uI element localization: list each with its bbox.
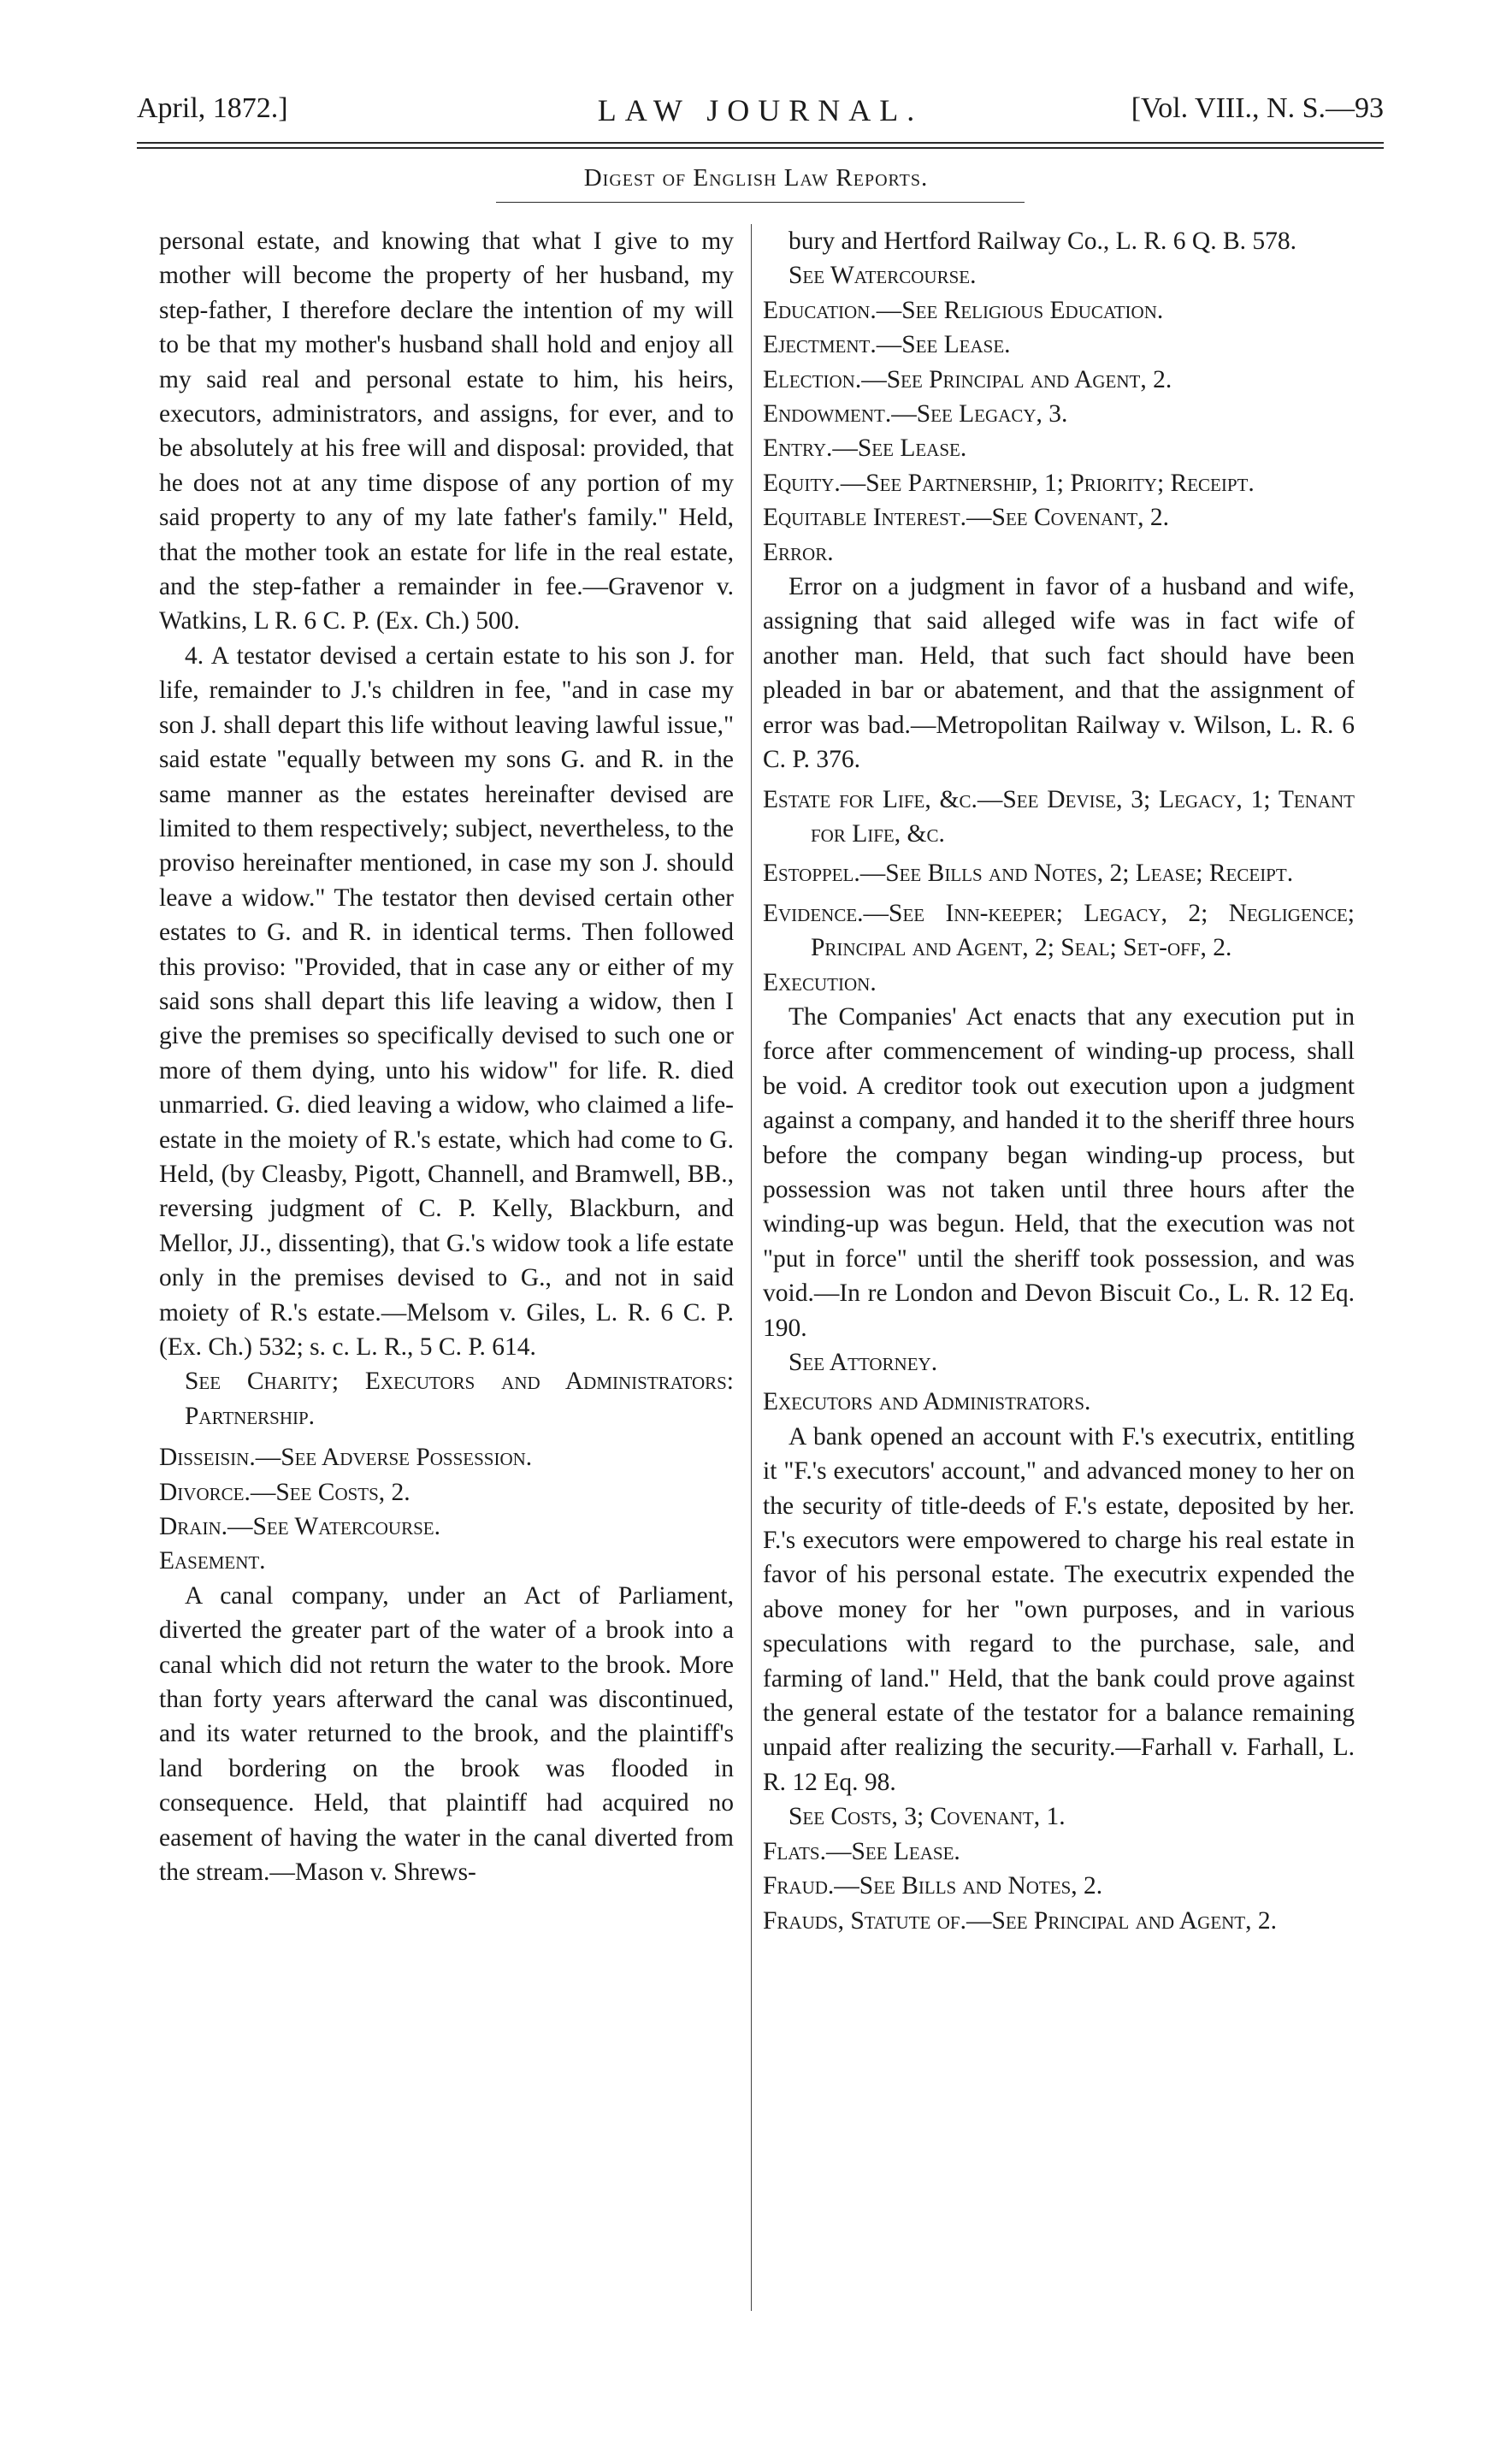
entry-disseisin: Disseisin.—See Adverse Possession. [159,1444,533,1472]
journal-title: LAW JOURNAL. [597,93,924,127]
entry-divorce: Divorce.—See Costs, 2. [159,1478,410,1506]
right-paragraph-continued: bury and Hertford Railway Co., L. R. 6 Q. B. 578. [788,227,1297,255]
left-cross-reference: See Charity; Executors and Administrators: Partnership. [185,1368,734,1430]
entry-endowment: Endowment.—See Legacy, 3. [763,400,1068,428]
entry-estoppel: Estoppel.—See Bills and Notes, 2; Lease; Receipt. [763,860,1294,888]
left-column [159,224,734,1890]
entry-easement: Easement. [159,1547,266,1575]
entry-evidence: Evidence.—See Inn-keeper; Legacy, 2; Negligence; Principal and Agent, 2; Seal; Set-off, 2. [763,899,1355,962]
running-header [137,92,1384,135]
executors-paragraph: A bank opened an account with F.'s executrix, entitling it "F.'s executors' account," and advanced money to her on the security of title-deeds of F.'s estate, deposited by her. F.'s executors were empowered to charge his real estate in favor of his personal estate. The executrix expended the above money for her "own purposes, and in various speculations with regard to the purchase, sale, and farming of land." Held, that the bank could prove against the general estate of the testator for a balance remaining unpaid after realizing the security.—Farhall v. Farhall, L. R. 12 Eq. 98. [763,1422,1355,1796]
right-column [763,224,1355,1938]
entry-ejectment: Ejectment.—See Lease. [763,331,1011,359]
see-watercourse: See Watercourse. [788,262,977,290]
entry-election: Election.—See Principal and Agent, 2. [763,365,1172,393]
left-paragraph-continued: personal estate, and knowing that what I give to my mother will become the property of her husband, my step-father, I therefore declare the intention of my will to be that my mother's husband shall hold and enjoy all my said real and personal estate to him, his heirs, executors, administrators, and assigns, for ever, and to be absolutely at his free will and disposal: provided, that he does not at any time dispose of any portion of my said property to any of my late father's family." Held, that the mother took an estate for life in the real estate, and the step-father a remainder in fee.—Gravenor v. Watkins, L R. 6 C. P. (Ex. Ch.) 500. [159,227,734,635]
header-date: April, 1872.] [137,92,288,124]
entry-estate-for-life: Estate for Life, &c.—See Devise, 3; Legacy, 1; Tenant for Life, &c. [763,785,1355,848]
entry-drain: Drain.—See Watercourse. [159,1513,440,1541]
volume-page-number: [Vol. VIII., N. S.—93 [1131,92,1384,124]
section-rule [496,202,1025,203]
entry-fraud: Fraud.—See Bills and Notes, 2. [763,1872,1103,1900]
entry-execution: Execution. [763,968,877,996]
entry-education: Education.—See Religious Education. [763,296,1164,324]
entry-equity: Equity.—See Partnership, 1; Priority; Receipt. [763,469,1255,497]
section-heading: Digest of English Law Reports. [583,164,929,192]
entry-executors-and-administrators: Executors and Administrators. [763,1388,1091,1416]
see-attorney: See Attorney. [788,1349,938,1376]
entry-error: Error. [763,538,834,566]
execution-paragraph: The Companies' Act enacts that any execution put in force after commencement of winding-up process, shall be void. A creditor took out execution upon a judgment against a company, and handed it to the sheriff three hours before the company began winding-up process, but possession was not taken until three hours after the winding-up was begun. Held, that the execution was not "put in force" until the sheriff took possession, and was void.—In re London and Devon Biscuit Co., L. R. 12 Eq. 190. [763,1002,1355,1342]
entry-entry: Entry.—See Lease. [763,434,967,463]
error-paragraph: Error on a judgment in favor of a husband and wife, assigning that said alleged wife was in fact wife of another man. Held, that such fact should have been pleaded in bar or abatement, and that the assignment of error was bad.—Metropolitan Railway v. Wilson, L. R. 6 C. P. 376. [763,573,1355,774]
column-divider [751,224,752,2311]
see-costs-covenant: See Costs, 3; Covenant, 1. [788,1803,1066,1831]
left-paragraph-case-4: 4. A testator devised a certain estate to his son J. for life, remainder to J.'s children in fee, "and in case my son J. shall depart this life without leaving lawful issue," said estate "equally between my sons G. and R. in the same manner as the estates hereinafter devised are limited to them respectively; subject, nevertheless, to the proviso hereinafter mentioned, in case my son J. should leave a widow." The testator then devised certain other estates to G. and R. in identical terms. Then followed this proviso: "Provided, that in case any or either of my said sons shall depart this life leaving a widow, then I give the premises so specifically devised to such one or more of them dying, unto his widow" for life. R. died unmarried. G. died leaving a widow, who claimed a life-estate in the moiety of R.'s estate, which had come to G. Held, (by Cleasby, Pigott, Channell, and Bramwell, BB., reversing judgment of C. P. Kelly, Blackburn, and Mellor, JJ., dissenting), that G.'s widow took a life estate only in the premises devised to G., and not in said moiety of R.'s estate.—Melsom v. Giles, L. R. 6 C. P. (Ex. Ch.) 532; s. c. L. R., 5 C. P. 614. [159,641,734,1361]
entry-flats: Flats.—See Lease. [763,1837,960,1865]
entry-equitable-interest: Equitable Interest.—See Covenant, 2. [763,504,1170,532]
header-double-rule-top [137,142,1384,144]
easement-paragraph: A canal company, under an Act of Parliament, diverted the greater part of the water of a brook into a canal which did not return the water to the brook. More than forty years afterward the canal was discontinued, and its water returned to the brook, and the plaintiff's land bordering on the brook was flooded in consequence. Held, that plaintiff had acquired no easement of having the water in the canal diverted from the stream.—Mason v. Shrews- [159,1581,734,1887]
entry-frauds-statute-of: Frauds, Statute of.—See Principal and Agent, 2. [763,1906,1278,1935]
header-double-rule-bottom [137,147,1384,149]
